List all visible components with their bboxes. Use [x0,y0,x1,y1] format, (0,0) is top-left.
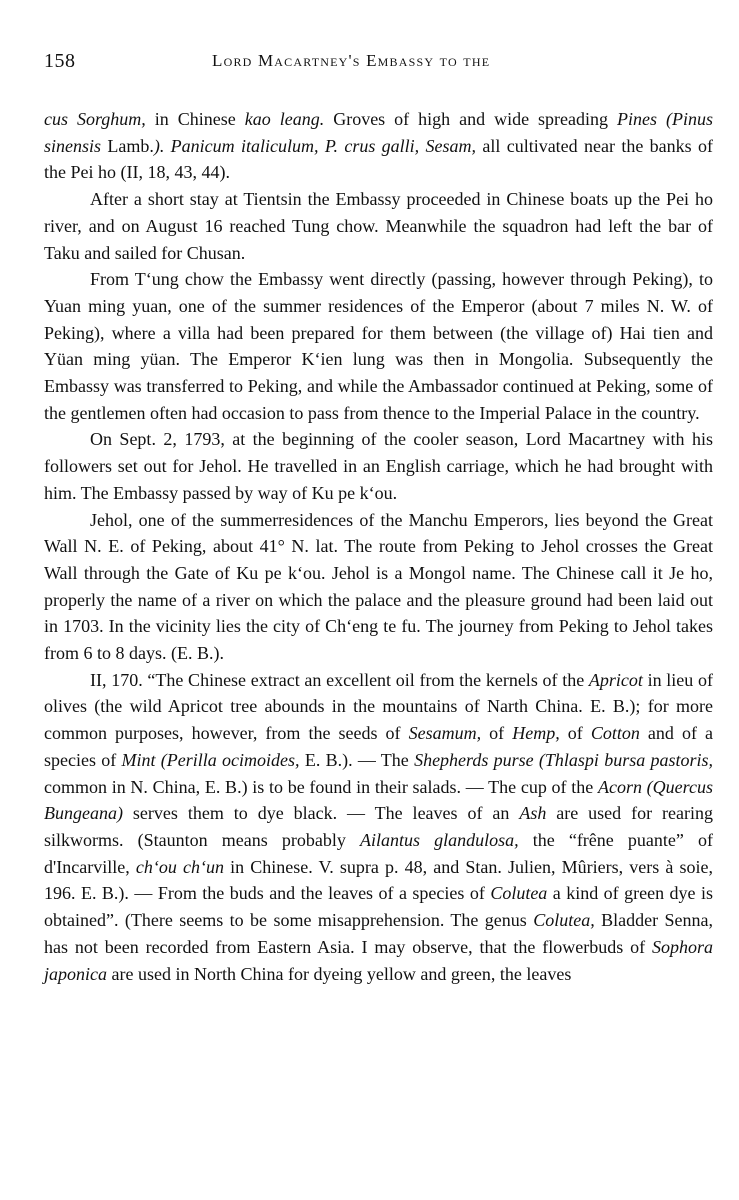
paragraph [44,426,713,506]
italic-text-run: Cotton [590,723,640,744]
text-run: E. B.). — The [299,749,415,770]
page-number: 158 [44,50,76,72]
text-run: II, 170. “The Chinese extract an excellent oil from the kernels of the [90,669,589,690]
italic-text-run: Mint (Perilla ocimoides, [121,749,300,770]
text-run: Lamb. [101,135,154,156]
italic-text-run: ). Panicum italiculum, P. crus galli, Sesam, [153,135,477,156]
text-run: and of a species of [44,723,713,770]
text-run: of [481,723,513,744]
italic-text-run: Ash [519,803,547,824]
italic-text-run: kao leang. [244,109,325,129]
italic-text-run: Sophora japonica [44,936,713,984]
italic-text-run: Colutea [490,883,548,904]
paragraph [44,507,713,667]
text-run: Bladder Senna, has not been recorded from Eastern Asia. I may observe, that the flowerbuds of [44,910,714,957]
italic-text-run: Sesamum, [408,723,482,744]
italic-text-run: Acorn (Quercus Bungeana) [44,776,713,824]
italic-text-run: Shepherds purse (Thlaspi bursa pastoris, [414,749,714,770]
paragraph [44,266,713,426]
paragraph [44,186,713,266]
body-text [44,106,713,987]
text-run: are used for rearing silkworms. (Staunton means probably [44,803,713,850]
text-run: From T‘ung chow the Embassy went directly (passing, however through Peking), to Yuan ming yuan, one of the summer residences of the Emperor (about 7 miles N. W. of Peking), where a villa had been prepared for them between (the village of) Hai tien and Yüan ming yüan. The Emperor K‘ien lung was then in Mongolia. Subsequently the Embassy was transferred to Peking, and while the Ambassador continued at Peking, some of the gentlemen often had occasion to pass from thence to the Imperial Palace in the country. [44,269,713,423]
text-run: common in N. China, E. B.) is to be found in their salads. — The cup of the [44,776,598,797]
text-run: a kind of green dye is obtained”. (There seems to be some misapprehension. The genus [44,883,714,931]
text-run: Groves of high and wide spreading [324,109,618,129]
text-run: in lieu of olives (the wild Apricot tree abounds in the mountains of Narth China. E. B.); for more common purposes, however, from the seeds of [44,669,713,744]
text-run: all cultivated near the banks of the Pei ho (II, 18, 43, 44). [44,135,713,183]
running-head: Lord Macartney's Embassy to the [212,51,491,70]
italic-text-run: ch‘ou ch‘un [135,856,224,877]
text-run: serves them to dye black. — The leaves of an [122,803,520,824]
italic-text-run: cus Sorghum, [44,109,146,129]
text-run: are used in North China for dyeing yellow and green, the leaves [107,963,572,984]
page-header [44,50,713,84]
italic-text-run: Ailantus glandulosa, [359,829,519,850]
italic-text-run: Hemp, [512,723,560,744]
text-run: in Chinese. V. supra p. 48, and Stan. Julien, Mûriers, vers à soie, 196. E. B.). — From the buds and the leaves of a species of [44,856,714,904]
paragraph [44,667,713,987]
text-run: On Sept. 2, 1793, at the beginning of the cooler season, Lord Macartney with his followers set out for Jehol. He travelled in an English carriage, which he had brought with him. The Embassy passed by way of Ku pe k‘ou. [44,429,713,503]
text-run: After a short stay at Tientsin the Embassy proceeded in Chinese boats up the Pei ho river, and on August 16 reached Tung chow. Meanwhile the squadron had left the bar of Taku and sailed for Chusan. [44,189,713,263]
italic-text-run: Colutea, [533,910,595,931]
paragraph [44,106,713,186]
text-run: Jehol, one of the summerresidences of the Manchu Emperors, lies beyond the Great Wall N. E. of Peking, about 41° N. lat. The route from Peking to Jehol crosses the Great Wall through the Gate of Ku pe k‘ou. Jehol is a Mongol name. The Chinese call it Je ho, properly the name of a river on which the palace and the pleasure ground had been laid out in 1703. In the vicinity lies the city of Ch‘eng te fu. The journey from Peking to Jehol takes from 6 to 8 days. (E. B.). [44,509,713,664]
text-run: in Chinese [145,109,245,129]
italic-text-run: Apricot [588,669,643,690]
italic-text-run: Pines (Pinus sinensis [44,109,713,156]
text-run: of [559,723,591,744]
text-run: the “frêne puante” of d'Incarville, [44,829,713,877]
